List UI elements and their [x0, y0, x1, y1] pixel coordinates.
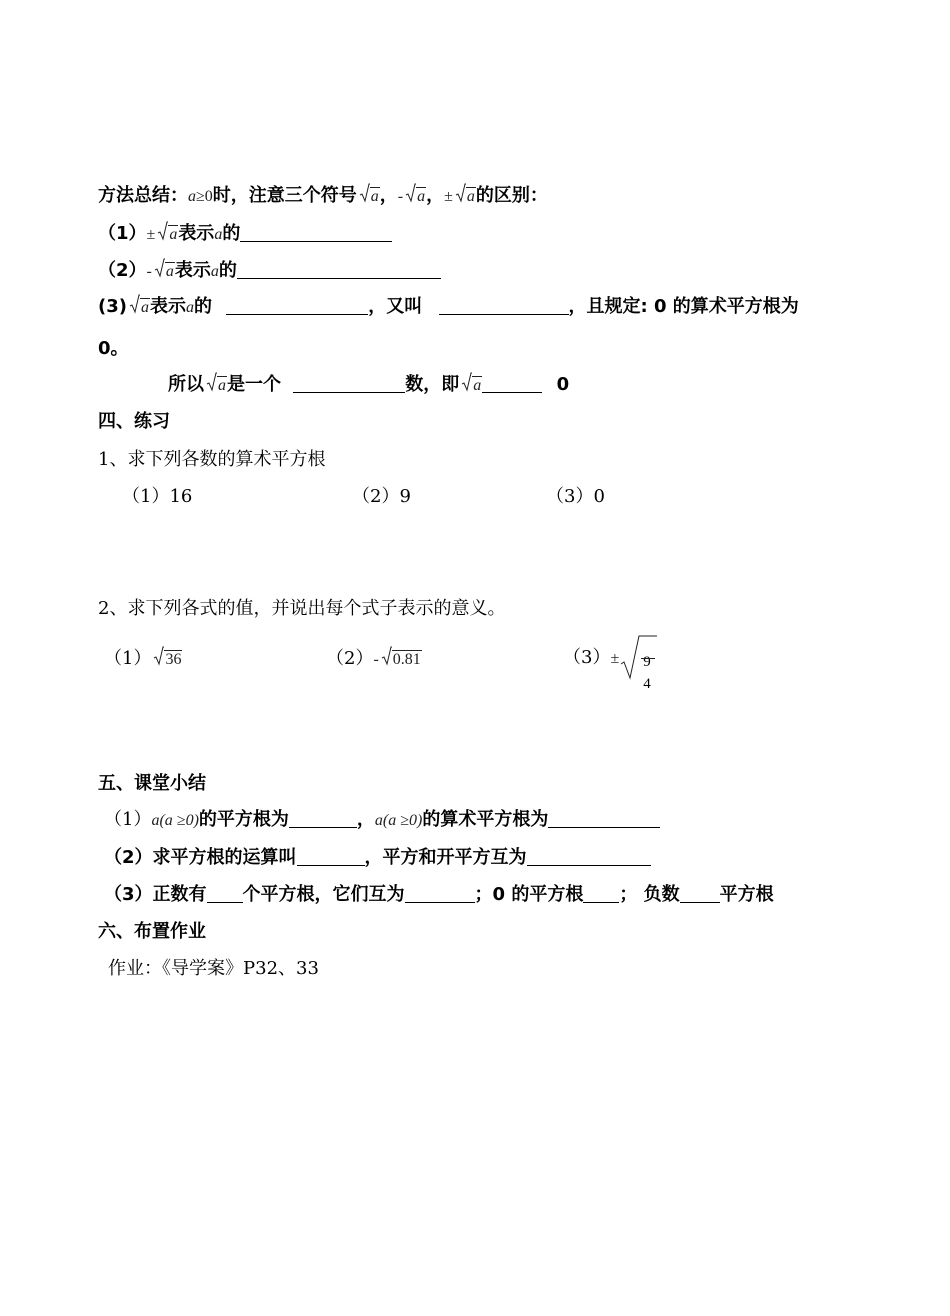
q1-item-3: （3）0	[546, 486, 605, 507]
s3-text-3: ；0 的平方根	[474, 884, 584, 905]
item-2-number: （2）	[98, 260, 147, 281]
sep-comma-1: ，	[379, 185, 398, 206]
s2-text-2: ，平方和开平方互为	[364, 847, 527, 868]
q2-text: 2、求下列各式的值，并说出每个式子表示的意义。	[98, 598, 506, 619]
summary-2-line	[104, 846, 651, 870]
q2-p3-sqrt-fraction	[619, 634, 661, 692]
q2-part-2	[326, 647, 422, 672]
item-1-sqrt: a	[157, 222, 178, 246]
cond-relation: ≥0	[196, 188, 213, 205]
method-summary-line	[98, 184, 548, 209]
section-6-title: 六、布置作业	[98, 921, 206, 942]
s3-text-1: 正数有	[152, 884, 207, 905]
item-3-also-text: ，又叫	[368, 296, 423, 317]
neg-sqrt-a-symbol: a	[405, 184, 426, 208]
s2-blank-1[interactable]	[297, 847, 365, 866]
so-shu-text: 数，即	[405, 374, 460, 395]
item-2-blank[interactable]	[237, 260, 441, 279]
q2-p3-numerator: 9	[643, 654, 651, 670]
item-1-tail: 的	[222, 223, 241, 244]
q1-item-2: （2）9	[352, 486, 411, 507]
sep-comma-2: ，	[426, 185, 445, 206]
item-2-sqrt: a	[154, 259, 175, 283]
s3-blank-2[interactable]	[405, 884, 475, 903]
s3-blank-3[interactable]	[583, 884, 619, 903]
item-3-number: (3)	[98, 296, 127, 317]
q1-text: 1、求下列各数的算术平方根	[98, 449, 326, 470]
section-4-title: 四、练习	[98, 411, 170, 432]
item-1-sign: ±	[146, 226, 156, 243]
q2-p1-number: （1）	[104, 648, 152, 669]
q2-p3-fraction-bar	[641, 658, 655, 659]
item-1-line	[98, 222, 392, 247]
item-3-sqrt: a	[129, 295, 150, 319]
s1-blank-2[interactable]	[548, 809, 660, 828]
s1-number: （1）	[104, 809, 152, 830]
pm-sign: ±	[444, 188, 453, 205]
q2-part-1	[104, 647, 182, 671]
so-blank-2[interactable]	[482, 374, 542, 393]
method-label: 方法总结：	[98, 185, 188, 206]
summary-1-line	[104, 808, 660, 833]
method-time-text: 时，注意三个符号	[212, 185, 357, 206]
s1-text-2: 的算术平方根为	[422, 809, 549, 830]
item-3-blank-2[interactable]	[439, 296, 569, 315]
s3-blank-4[interactable]	[680, 884, 720, 903]
cond-variable: a	[188, 188, 196, 205]
item-3-rule-text: ，且规定: 0 的算术平方根为	[568, 296, 799, 317]
item-1-var: a	[214, 226, 223, 243]
s1-var-2: a	[374, 812, 383, 829]
q2-p2-sqrt: 0.81	[381, 647, 422, 671]
s1-var-1: a	[151, 812, 160, 829]
q2-p3-sign: ±	[610, 650, 620, 667]
s1-cond-1: (a ≥0)	[159, 812, 199, 829]
pm-sqrt-a-symbol: a	[455, 184, 476, 208]
q2-p2-sign: -	[373, 651, 379, 668]
item-2-text: 表示	[174, 260, 211, 281]
item-3-text: 表示	[149, 296, 186, 317]
s2-text-1: 求平方根的运算叫	[152, 847, 297, 868]
so-lead: 所以	[168, 374, 204, 395]
s1-comma: ，	[356, 809, 375, 830]
sqrt-a-symbol: a	[359, 184, 380, 208]
q2-p3-denominator: 4	[643, 676, 651, 692]
s2-blank-2[interactable]	[527, 847, 651, 866]
q2-p2-number: （2）	[326, 648, 374, 669]
s3-text-4: ； 负数	[619, 884, 680, 905]
item-2-tail: 的	[218, 260, 237, 281]
so-blank-1[interactable]	[293, 374, 405, 393]
q2-p1-sqrt: 36	[153, 647, 182, 671]
s3-number: （3）	[104, 884, 153, 905]
neg-sign: -	[397, 188, 404, 205]
item-2-sign: -	[146, 263, 152, 280]
item-3-wrap: 0。	[98, 338, 129, 359]
item-1-blank[interactable]	[240, 223, 392, 242]
so-mid: 是一个	[227, 374, 281, 395]
so-sqrt-2: a	[461, 373, 482, 397]
item-3-line	[98, 295, 799, 320]
item-3-var: a	[185, 299, 194, 316]
s2-number: （2）	[104, 847, 153, 868]
s3-text-2: 个平方根，它们互为	[242, 884, 405, 905]
s1-text-1: 的平方根为	[198, 809, 289, 830]
s3-text-5: 平方根	[719, 884, 774, 905]
q1-item-1: （1）16	[122, 486, 193, 507]
homework-text: 作业：《导学案》P32、33	[108, 958, 319, 979]
method-end-text: 的区别：	[475, 185, 548, 206]
q2-part-3	[563, 634, 661, 692]
s3-blank-1[interactable]	[207, 884, 243, 903]
so-sqrt: a	[206, 373, 227, 397]
item-1-number: （1）	[98, 223, 147, 244]
so-end: 0	[556, 374, 570, 395]
so-line	[168, 373, 569, 397]
item-3-tail: 的	[193, 296, 212, 317]
s1-cond-2: (a ≥0)	[382, 812, 423, 829]
section-5-title: 五、课堂小结	[98, 773, 206, 794]
s1-blank-1[interactable]	[289, 809, 357, 828]
item-2-line	[98, 259, 441, 284]
item-1-text: 表示	[178, 223, 215, 244]
q2-p3-number: （3）	[563, 647, 611, 668]
summary-3-line	[104, 883, 774, 907]
item-3-blank-1[interactable]	[226, 296, 368, 315]
item-2-var: a	[210, 263, 219, 280]
